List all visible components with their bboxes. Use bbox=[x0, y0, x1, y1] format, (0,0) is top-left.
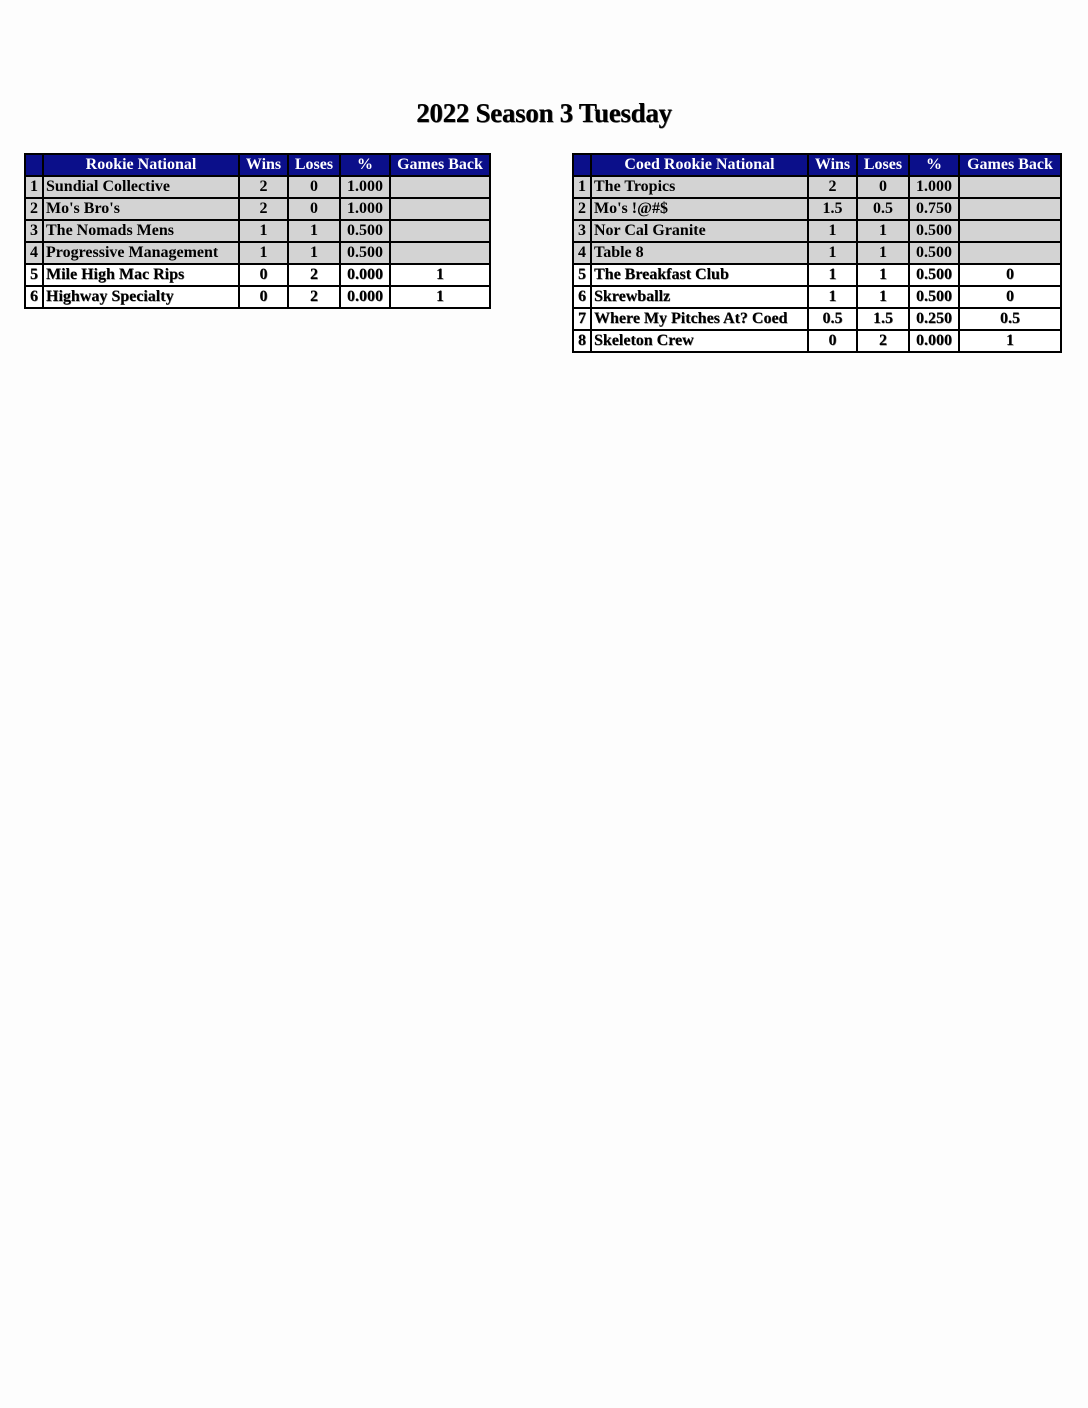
wins-header: Wins bbox=[239, 154, 288, 176]
games-back-cell bbox=[390, 220, 490, 242]
table-row bbox=[573, 264, 1061, 286]
standings-table-rookie-national bbox=[24, 153, 491, 309]
games-back-cell bbox=[390, 242, 490, 264]
team-name-cell: Nor Cal Granite bbox=[591, 220, 808, 242]
rank-cell: 3 bbox=[25, 220, 43, 242]
pct-cell: 0.250 bbox=[909, 308, 959, 330]
team-name-cell: The Breakfast Club bbox=[591, 264, 808, 286]
loses-cell: 0 bbox=[288, 176, 340, 198]
games-back-cell: 1 bbox=[390, 286, 490, 308]
rank-cell: 2 bbox=[25, 198, 43, 220]
rank-cell: 6 bbox=[25, 286, 43, 308]
rank-header bbox=[573, 154, 591, 176]
rank-cell: 5 bbox=[25, 264, 43, 286]
loses-cell: 2 bbox=[288, 264, 340, 286]
loses-cell: 2 bbox=[857, 330, 909, 352]
wins-header: Wins bbox=[808, 154, 857, 176]
games-back-cell bbox=[959, 220, 1061, 242]
loses-header: Loses bbox=[288, 154, 340, 176]
loses-cell: 1 bbox=[288, 220, 340, 242]
loses-cell: 0 bbox=[288, 198, 340, 220]
team-name-cell: Mo's !@#$ bbox=[591, 198, 808, 220]
wins-cell: 2 bbox=[808, 176, 857, 198]
table-header-row bbox=[573, 154, 1061, 176]
pct-cell: 1.000 bbox=[340, 198, 390, 220]
wins-cell: 0.5 bbox=[808, 308, 857, 330]
pct-cell: 0.000 bbox=[909, 330, 959, 352]
pct-header: % bbox=[909, 154, 959, 176]
loses-cell: 1.5 bbox=[857, 308, 909, 330]
team-name-cell: Skeleton Crew bbox=[591, 330, 808, 352]
pct-cell: 0.750 bbox=[909, 198, 959, 220]
pct-cell: 0.500 bbox=[340, 220, 390, 242]
games-back-header: Games Back bbox=[959, 154, 1061, 176]
rank-cell: 7 bbox=[573, 308, 591, 330]
division-name-header: Rookie National bbox=[43, 154, 239, 176]
games-back-header: Games Back bbox=[390, 154, 490, 176]
wins-cell: 1 bbox=[808, 264, 857, 286]
table-row bbox=[25, 264, 490, 286]
team-name-cell: Highway Specialty bbox=[43, 286, 239, 308]
pct-header: % bbox=[340, 154, 390, 176]
pct-cell: 1.000 bbox=[340, 176, 390, 198]
page-title: 2022 Season 3 Tuesday bbox=[416, 98, 672, 128]
games-back-cell: 0 bbox=[959, 264, 1061, 286]
pct-cell: 1.000 bbox=[909, 176, 959, 198]
rank-header bbox=[25, 154, 43, 176]
wins-cell: 1 bbox=[808, 242, 857, 264]
table-row bbox=[573, 176, 1061, 198]
rank-cell: 2 bbox=[573, 198, 591, 220]
table-row bbox=[25, 286, 490, 308]
loses-cell: 1 bbox=[288, 242, 340, 264]
rank-cell: 1 bbox=[25, 176, 43, 198]
pct-cell: 0.500 bbox=[909, 220, 959, 242]
wins-cell: 2 bbox=[239, 176, 288, 198]
games-back-cell: 1 bbox=[390, 264, 490, 286]
wins-cell: 2 bbox=[239, 198, 288, 220]
games-back-cell bbox=[390, 176, 490, 198]
rank-cell: 4 bbox=[25, 242, 43, 264]
pct-cell: 0.500 bbox=[909, 242, 959, 264]
pct-cell: 0.500 bbox=[909, 264, 959, 286]
table-row bbox=[573, 242, 1061, 264]
table-row bbox=[25, 242, 490, 264]
loses-header: Loses bbox=[857, 154, 909, 176]
team-name-cell: The Nomads Mens bbox=[43, 220, 239, 242]
games-back-cell: 0.5 bbox=[959, 308, 1061, 330]
games-back-cell bbox=[390, 198, 490, 220]
pct-cell: 0.500 bbox=[340, 242, 390, 264]
pct-cell: 0.000 bbox=[340, 264, 390, 286]
pct-cell: 0.500 bbox=[909, 286, 959, 308]
team-name-cell: Sundial Collective bbox=[43, 176, 239, 198]
loses-cell: 0.5 bbox=[857, 198, 909, 220]
team-name-cell: Skrewballz bbox=[591, 286, 808, 308]
table-header-row bbox=[25, 154, 490, 176]
rank-cell: 8 bbox=[573, 330, 591, 352]
wins-cell: 0 bbox=[808, 330, 857, 352]
wins-cell: 1 bbox=[808, 220, 857, 242]
rank-cell: 1 bbox=[573, 176, 591, 198]
team-name-cell: Table 8 bbox=[591, 242, 808, 264]
team-name-cell: Progressive Management bbox=[43, 242, 239, 264]
loses-cell: 1 bbox=[857, 286, 909, 308]
division-name-header: Coed Rookie National bbox=[591, 154, 808, 176]
rank-cell: 3 bbox=[573, 220, 591, 242]
loses-cell: 1 bbox=[857, 264, 909, 286]
wins-cell: 0 bbox=[239, 286, 288, 308]
games-back-cell: 1 bbox=[959, 330, 1061, 352]
rank-cell: 4 bbox=[573, 242, 591, 264]
table-row bbox=[573, 220, 1061, 242]
loses-cell: 2 bbox=[288, 286, 340, 308]
pct-cell: 0.000 bbox=[340, 286, 390, 308]
wins-cell: 1 bbox=[239, 220, 288, 242]
table-row bbox=[25, 176, 490, 198]
team-name-cell: The Tropics bbox=[591, 176, 808, 198]
table-row bbox=[573, 308, 1061, 330]
table-row bbox=[573, 198, 1061, 220]
rank-cell: 6 bbox=[573, 286, 591, 308]
wins-cell: 1 bbox=[808, 286, 857, 308]
wins-cell: 1.5 bbox=[808, 198, 857, 220]
standings-table-coed-rookie-national bbox=[572, 153, 1062, 353]
team-name-cell: Where My Pitches At? Coed bbox=[591, 308, 808, 330]
table-row bbox=[573, 330, 1061, 352]
games-back-cell: 0 bbox=[959, 286, 1061, 308]
games-back-cell bbox=[959, 198, 1061, 220]
rank-cell: 5 bbox=[573, 264, 591, 286]
loses-cell: 0 bbox=[857, 176, 909, 198]
team-name-cell: Mo's Bro's bbox=[43, 198, 239, 220]
wins-cell: 0 bbox=[239, 264, 288, 286]
team-name-cell: Mile High Mac Rips bbox=[43, 264, 239, 286]
wins-cell: 1 bbox=[239, 242, 288, 264]
loses-cell: 1 bbox=[857, 220, 909, 242]
table-row bbox=[25, 198, 490, 220]
table-row bbox=[573, 286, 1061, 308]
games-back-cell bbox=[959, 176, 1061, 198]
games-back-cell bbox=[959, 242, 1061, 264]
table-row bbox=[25, 220, 490, 242]
loses-cell: 1 bbox=[857, 242, 909, 264]
